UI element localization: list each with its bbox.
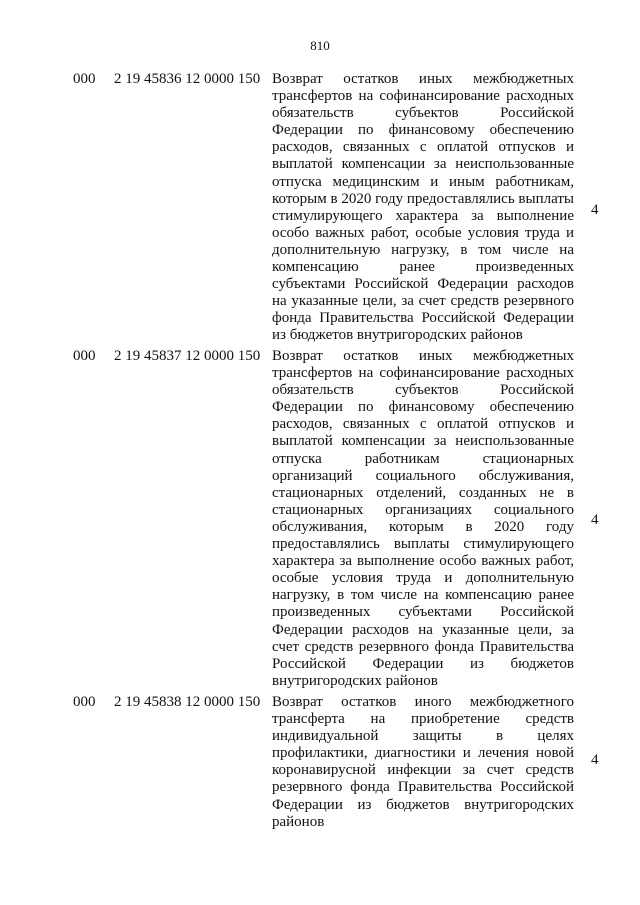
description-line: стимулирующего характера за выполнение <box>272 207 574 224</box>
budget-code-entry <box>0 694 640 832</box>
description-line: компенсацию ранее произведенных <box>272 259 574 276</box>
description-line: на указанные цели, за счет средств резервного <box>272 293 574 310</box>
code-description <box>272 694 574 831</box>
description-line: расходов, связанных с оплатой отпусков и <box>272 139 574 156</box>
description-line: профилактики, диагностики и лечения новой <box>272 745 574 762</box>
description-line: особо важных работ, особые условия труда и <box>272 224 574 241</box>
description-line: фонда Правительства Российской Федерации <box>272 310 574 327</box>
description-line: Возврат остатков иного межбюджетного <box>272 694 574 710</box>
budget-code-entry <box>0 348 640 692</box>
description-line: Федерации по финансовому обеспечению <box>272 399 574 416</box>
description-line: произведенных субъектами Российской <box>272 604 574 621</box>
description-line: которым в 2020 году предоставлялись выплаты <box>272 190 574 207</box>
description-line: трансфертов на софинансирование расходных <box>272 88 574 105</box>
description-line: организаций социального обслуживания, <box>272 467 574 484</box>
administrator-code: 000 <box>73 694 96 710</box>
description-line: нагрузку, в том числе на компенсацию ранее <box>272 587 574 604</box>
description-line: Федерации по финансовому обеспечению <box>272 122 574 139</box>
budget-classification-code: 2 19 45836 12 0000 150 <box>114 71 261 87</box>
description-line: субъектами Российской Федерации расходов <box>272 276 574 293</box>
description-line: трансфертов на софинансирование расходных <box>272 365 574 382</box>
description-line: индивидуальной защиты в целях <box>272 728 574 745</box>
description-line: обязательств субъектов Российской <box>272 382 574 399</box>
column-marker: 4 <box>591 752 599 768</box>
description-line: резервного фонда Правительства Российской <box>272 779 574 796</box>
description-line: Федерации расходов на указанные цели, за <box>272 621 574 638</box>
description-line: особые условия труда и дополнительную <box>272 570 574 587</box>
description-line: выплатой компенсации за неиспользованные <box>272 156 574 173</box>
description-line: Возврат остатков иных межбюджетных <box>272 71 574 87</box>
column-marker: 4 <box>591 202 599 218</box>
description-line: трансферта на приобретение средств <box>272 711 574 728</box>
description-line: Российской Федерации из бюджетов <box>272 655 574 672</box>
administrator-code: 000 <box>73 71 96 87</box>
description-line: отпуска медицинским и иным работникам, <box>272 173 574 190</box>
description-line: счет средств резервного фонда Правительства <box>272 638 574 655</box>
description-line: Возврат остатков иных межбюджетных <box>272 348 574 364</box>
description-line: выплатой компенсации за неиспользованные <box>272 433 574 450</box>
description-line: отпуска работникам стационарных <box>272 450 574 467</box>
administrator-code: 000 <box>73 348 96 364</box>
description-line: коронавирусной инфекции за счет средств <box>272 762 574 779</box>
description-line: расходов, связанных с оплатой отпусков и <box>272 416 574 433</box>
description-line: предоставлялись выплаты стимулирующего <box>272 536 574 553</box>
column-marker: 4 <box>591 512 599 528</box>
description-line: обслуживания, которым в 2020 году <box>272 518 574 535</box>
description-line: из бюджетов внутригородских районов <box>272 327 523 344</box>
page-number: 810 <box>310 38 330 53</box>
budget-classification-code: 2 19 45837 12 0000 150 <box>114 348 261 364</box>
description-line: внутригородских районов <box>272 672 438 689</box>
description-line: стационарных отделений, созданных не в <box>272 484 574 501</box>
code-description <box>272 348 574 690</box>
description-line: характера за выполнение особо важных работ, <box>272 553 574 570</box>
description-line: обязательств субъектов Российской <box>272 105 574 122</box>
budget-classification-code: 2 19 45838 12 0000 150 <box>114 694 261 710</box>
description-line: Федерации из бюджетов внутригородских <box>272 796 574 813</box>
description-line: районов <box>272 813 325 830</box>
description-line: стационарных организациях социального <box>272 501 574 518</box>
description-line: дополнительную нагрузку, в том числе на <box>272 241 574 258</box>
code-description <box>272 71 574 345</box>
budget-code-entry <box>0 71 640 346</box>
